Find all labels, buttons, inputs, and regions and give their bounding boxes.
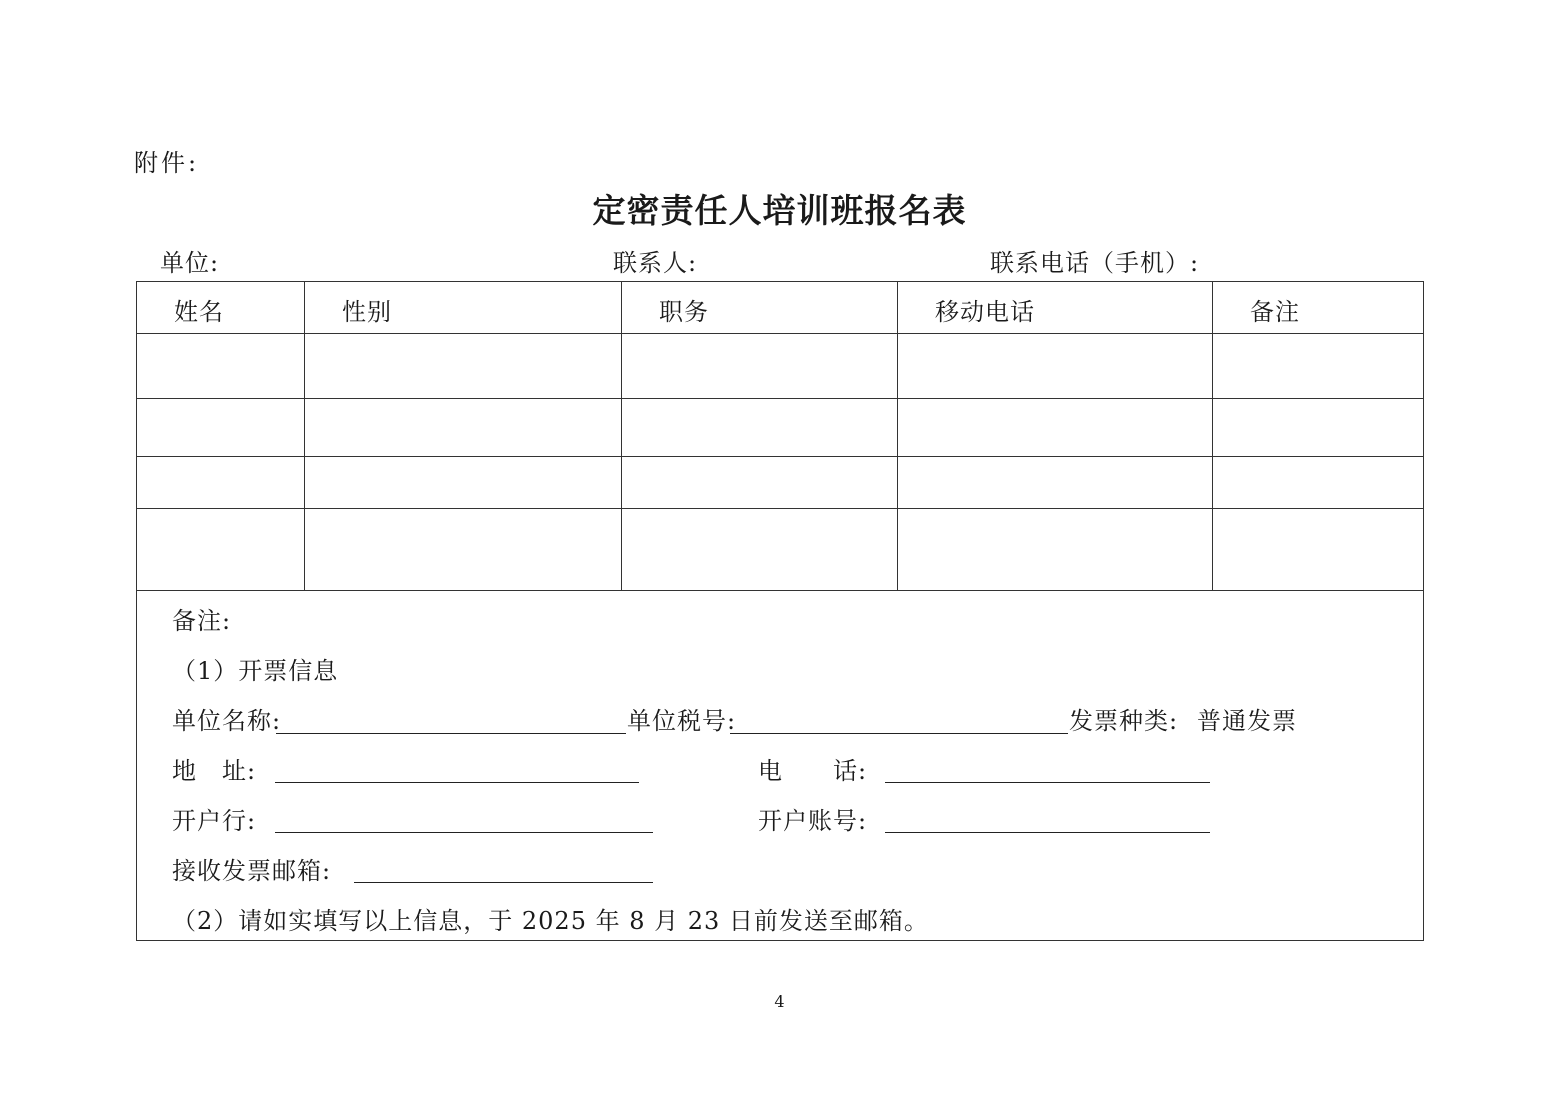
column-header-mobile: 移动电话 (898, 282, 1213, 334)
table-header-row (137, 282, 1424, 334)
column-header-remarks: 备注 (1213, 282, 1424, 334)
invoice-phone-label: 电 话: (758, 757, 868, 785)
invoice-info-heading: （1）开票信息 (172, 657, 339, 685)
column-header-name: 姓名 (137, 282, 305, 334)
page-number: 4 (774, 992, 785, 1011)
table-cell[interactable] (898, 457, 1213, 509)
column-header-gender: 性别 (305, 282, 622, 334)
table-row (137, 399, 1424, 457)
table-cell[interactable] (305, 457, 622, 509)
invoice-phone-field[interactable] (885, 782, 1210, 783)
table-cell[interactable] (1213, 399, 1424, 457)
table-cell[interactable] (622, 334, 898, 399)
registration-table (136, 281, 1424, 941)
email-field[interactable] (354, 882, 653, 883)
table-cell[interactable] (137, 399, 305, 457)
invoice-type-value: 普通发票 (1197, 707, 1297, 735)
table-cell[interactable] (1213, 334, 1424, 399)
email-label: 接收发票邮箱: (172, 857, 332, 885)
address-field[interactable] (275, 782, 639, 783)
table-cell[interactable] (137, 509, 305, 591)
notes-label: 备注: (172, 607, 232, 635)
table-cell[interactable] (898, 509, 1213, 591)
submission-instruction: （2）请如实填写以上信息，于 2025 年 8 月 23 日前发送至邮箱。 (172, 907, 929, 935)
address-label: 地 址: (172, 757, 257, 785)
bank-label: 开户行: (172, 807, 257, 835)
invoice-type-label: 发票种类: (1069, 707, 1179, 735)
table-cell[interactable] (305, 509, 622, 591)
tax-id-field[interactable] (730, 733, 1068, 734)
account-label: 开户账号: (758, 807, 868, 835)
table-cell[interactable] (622, 509, 898, 591)
table-cell[interactable] (305, 334, 622, 399)
tax-id-label: 单位税号: (627, 707, 737, 735)
unit-name-field[interactable] (276, 733, 626, 734)
unit-label: 单位: (160, 249, 220, 277)
account-field[interactable] (885, 832, 1210, 833)
table-cell[interactable] (622, 399, 898, 457)
table-row (137, 509, 1424, 591)
page-title: 定密责任人培训班报名表 (592, 191, 967, 230)
table-cell[interactable] (137, 334, 305, 399)
table-cell[interactable] (898, 399, 1213, 457)
phone-label: 联系电话（手机）: (990, 249, 1200, 277)
attachment-label: 附件: (134, 149, 200, 177)
table-cell[interactable] (622, 457, 898, 509)
contact-label: 联系人: (613, 249, 698, 277)
unit-name-label: 单位名称: (172, 707, 282, 735)
table-cell[interactable] (898, 334, 1213, 399)
table-row (137, 457, 1424, 509)
bank-field[interactable] (275, 832, 653, 833)
table-cell[interactable] (1213, 457, 1424, 509)
column-header-position: 职务 (622, 282, 898, 334)
table-cell[interactable] (137, 457, 305, 509)
table-cell[interactable] (305, 399, 622, 457)
table-cell[interactable] (1213, 509, 1424, 591)
table-row (137, 334, 1424, 399)
